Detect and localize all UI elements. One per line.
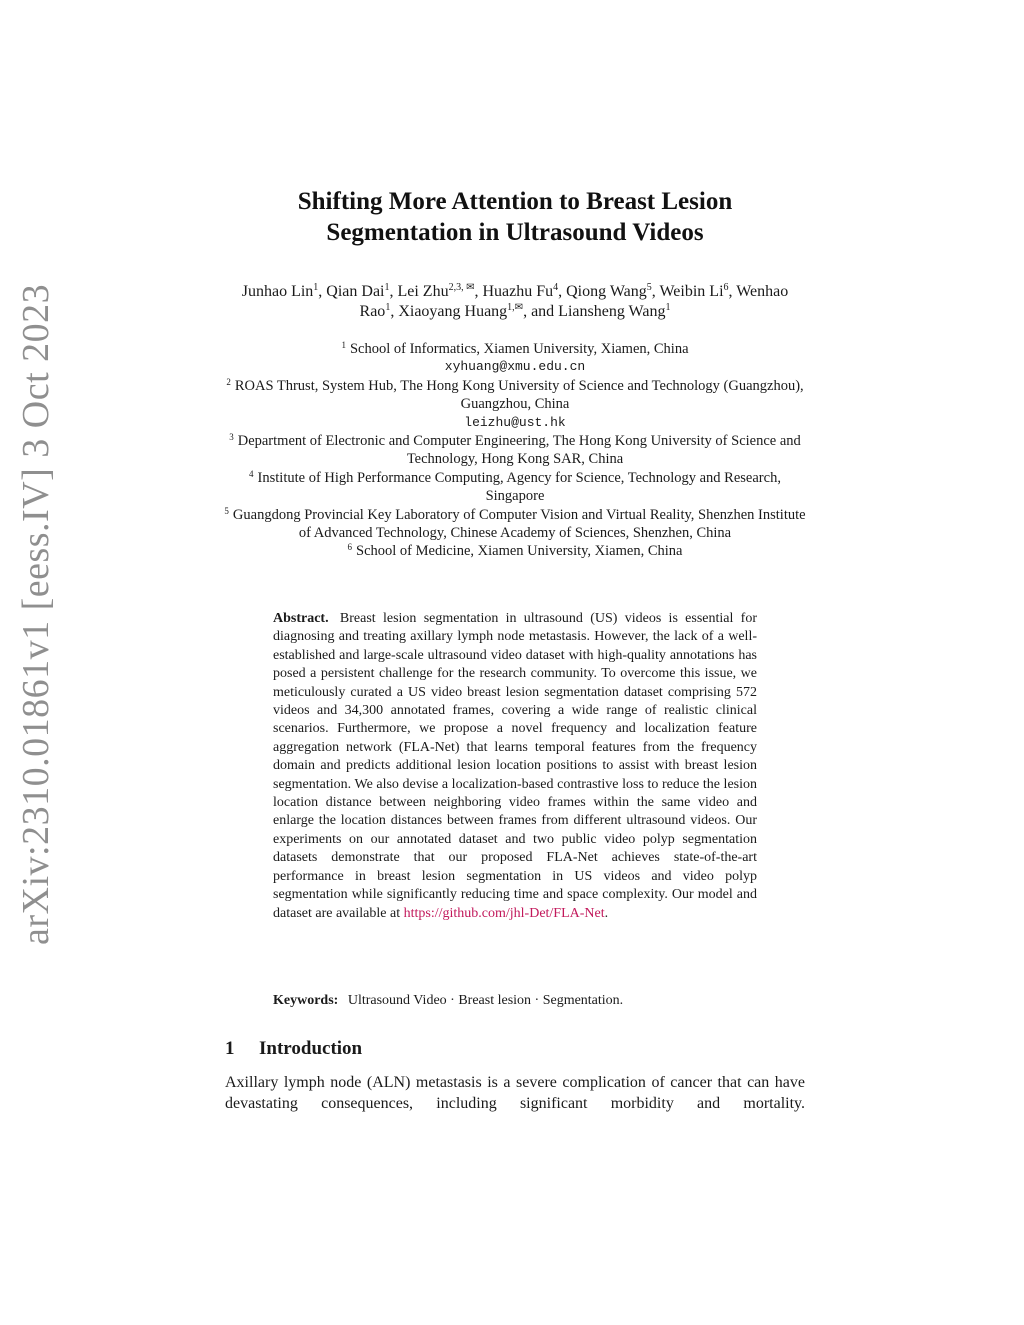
author-affiliation-mark: 6: [723, 282, 729, 293]
keywords-label: Keywords:: [273, 993, 339, 1008]
affiliation-list: [218, 340, 812, 561]
repository-link[interactable]: https://github.com/jhl-Det/FLA-Net: [403, 905, 605, 921]
affiliation-number: 2: [226, 376, 231, 387]
author-name: Junhao Lin: [241, 283, 314, 300]
author-affiliation-mark: 2,3, ✉: [448, 282, 475, 293]
author-name: Liansheng Wang: [558, 303, 666, 320]
paper-title: Shifting More Attention to Breast Lesion Segmentation in Ultrasound Videos: [297, 188, 733, 246]
section-title: Introduction: [259, 1038, 363, 1059]
affiliation-item: [218, 469, 812, 506]
author-name: Huazhu Fu: [482, 283, 554, 300]
affiliation-number: 6: [347, 542, 353, 553]
affiliation-text: Guangdong Provincial Key Laboratory of Computer Vision and Virtual Reality, Shenzhen Institute of Advanced Technology, Chinese Academy of Sciences, Shenzhen, China: [232, 506, 806, 542]
author-name: Xiaoyang Huang: [398, 303, 508, 320]
affiliation-text: School of Informatics, Xiamen University, Xiamen, China: [349, 341, 689, 357]
abstract-text: Breast lesion segmentation in ultrasound (US) videos is essential for diagnosing and treating axillary lymph node metastasis. However, the lack of a well-established and large-scale ultrasound video dataset with high-quality annotations has posed a persistent challenge for the research community. To overcome this issue, we meticulously curated a US video breast lesion segmentation dataset comprising 572 videos and 34,300 annotated frames, covering a wide range of realistic clinical scenarios. Furthermore, we propose a novel frequency and localization feature aggregation network (FLA-Net) that learns temporal features from the frequency domain and predicts additional lesion location positions to assist with breast lesion segmentation. We also devise a localization-based contrastive loss to reduce the lesion location distance between neighboring video frames within the same video and enlarge the location distances between frames from different ultrasound videos. Our experiments on our annotated dataset and two public video polyp segmentation datasets demonstrate that our proposed FLA-Net achieves state-of-the-art performance in breast lesion segmentation in US videos and video polyp segmentation while significantly reducing time and space complexity. Our model and dataset are available at: [273, 611, 757, 921]
author-name: Wenhao Rao: [359, 283, 789, 320]
author-affiliation-mark: 1: [665, 302, 671, 313]
author-affiliation-mark: 5: [646, 282, 652, 293]
author-affiliation-mark: 1: [313, 282, 319, 293]
keywords: [273, 992, 757, 1010]
author-name: Lei Zhu: [397, 283, 449, 300]
affiliation-text: Department of Electronic and Computer Engineering, The Hong Kong University of Science and Technology, Hong Kong SAR, China: [237, 433, 801, 468]
abstract-end: .: [604, 905, 609, 921]
body-paragraph: Axillary lymph node (ALN) metastasis is a severe complication of cancer that can have devastating consequences, including significant morbidity and mortality.: [225, 1074, 805, 1112]
author-name: Weibin Li: [659, 283, 724, 300]
keywords-text: Ultrasound Video · Breast lesion · Segmentation.: [347, 993, 624, 1008]
author-name: Qiong Wang: [566, 283, 647, 300]
affiliation-item: [218, 542, 812, 560]
author-list: Junhao Lin$^1$, Qian Dai$^1$, Lei Zhu$^{2,3, ✉}$, Huazhu Fu$^4$, Qiong Wang$^5$, Weibin Li$^6$, Wenhao Rao$^1$, Xiaoyang Huang$^{1,✉}$, and Liansheng Wang$^1$: [241, 282, 789, 320]
section-number: 1: [225, 1038, 235, 1059]
affiliation-item: [218, 432, 812, 469]
affiliation-item: [218, 506, 812, 543]
affiliation-number: 5: [224, 505, 229, 516]
affiliation-text: School of Medicine, Xiamen University, Xiamen, China: [356, 543, 683, 560]
abstract: [273, 610, 757, 923]
affiliation-text: Institute of High Performance Computing, Agency for Science, Technology and Research, Singapore: [257, 469, 781, 505]
arxiv-identifier-stamp: arXiv:2310.01861v1 [eess.IV] 3 Oct 2023: [15, 283, 57, 945]
corresponding-email[interactable]: leizhu@ust.hk: [464, 414, 566, 430]
corresponding-email[interactable]: xyhuang@xmu.edu.cn: [444, 359, 586, 375]
section-heading-introduction: [225, 1037, 362, 1061]
author-name: Qian Dai: [326, 283, 385, 300]
author-affiliation-mark: 1,✉: [507, 302, 524, 313]
abstract-label: Abstract.: [273, 611, 329, 626]
author-affiliation-mark: 1: [385, 302, 391, 313]
affiliation-number: 3: [229, 432, 234, 443]
affiliation-text: ROAS Thrust, System Hub, The Hong Kong University of Science and Technology (Guangzhou), Guangzhou, China: [234, 377, 804, 413]
author-affiliation-mark: 4: [553, 282, 559, 293]
affiliation-number: 1: [341, 340, 346, 350]
affiliation-item: [218, 377, 812, 414]
affiliation-number: 4: [249, 468, 254, 479]
author-affiliation-mark: 1: [384, 282, 390, 293]
affiliation-item: [218, 340, 812, 358]
